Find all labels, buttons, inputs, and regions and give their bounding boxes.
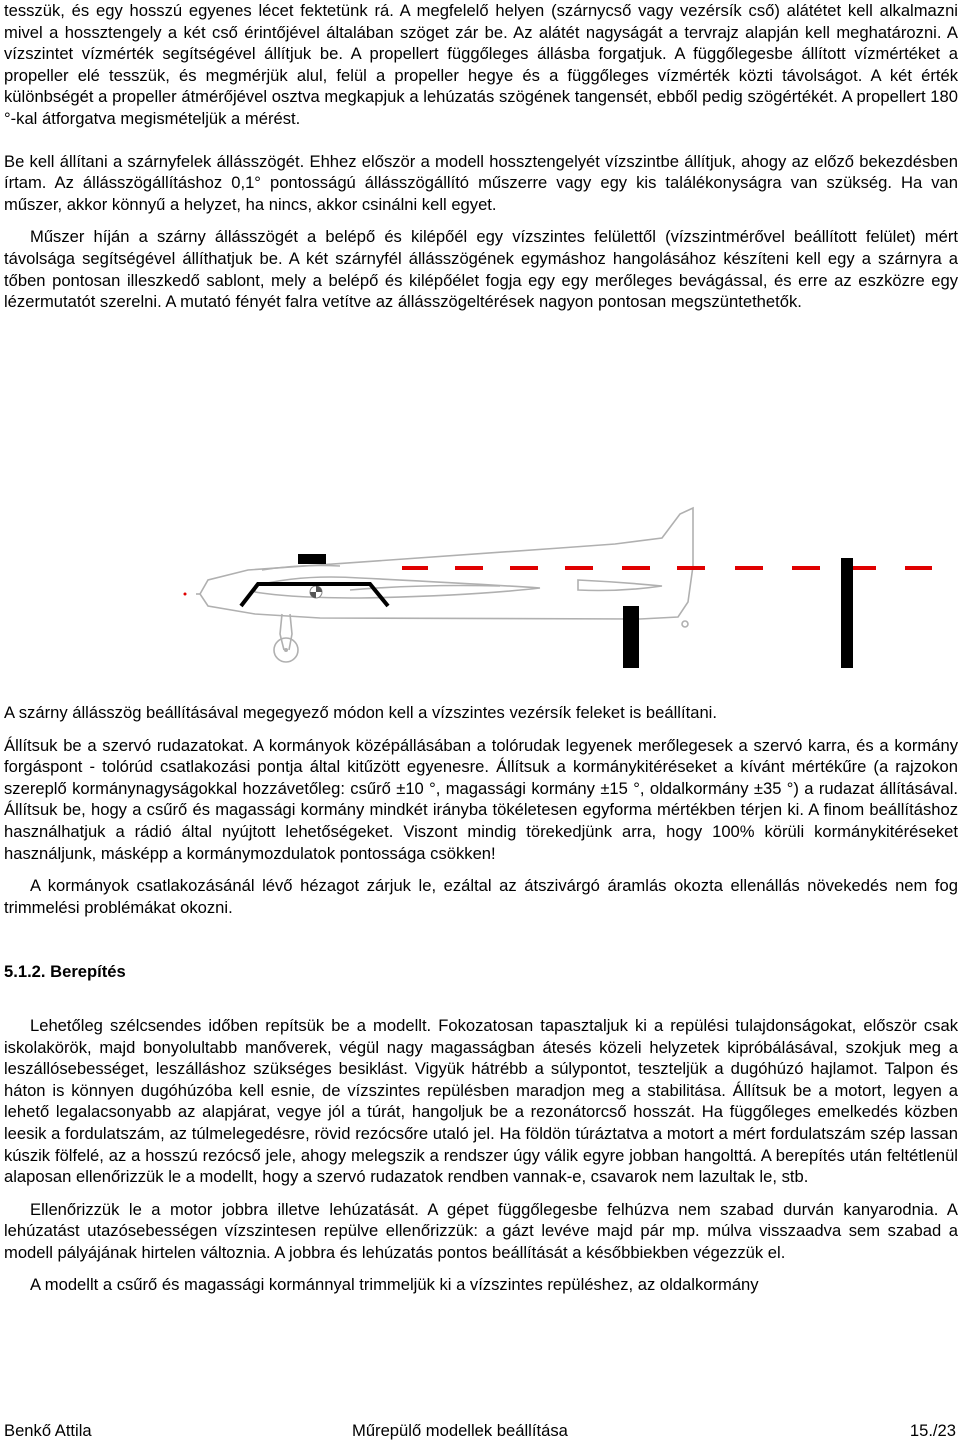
page-footer — [4, 1420, 956, 1442]
footer-author: Benkő Attila — [4, 1421, 92, 1440]
airplane-side-view-diagram — [0, 506, 960, 684]
page-content-lower — [4, 702, 958, 1296]
paragraph-thrust-line-check: Ellenőrizzük le a motor jobbra illetve lehúzatását. A gépet függőlegesbe felhúzva nem szabad durván kanyarodnia. A lehúzatást utazósebességen vízszintesen repülve ellenőrizzük: a gázt levéve majd pár mp. múlva visszaadva sem szabad a modell pályájának hirtelen változnia. A jobbra és lehúzatás pontos beállítását a későbbiekben végezzük el. — [4, 1199, 958, 1262]
paragraph-hinge-gap: A kormányok csatlakozásánál lévő hézagot zárjuk le, ezáltal az átszivárgó áramlás okozta ellenállás növekedés nem fog trimmelési problémákat okozni. — [4, 876, 958, 917]
paragraph-wing-incidence: Be kell állítani a szárnyfelek állásszögét. Ehhez először a modell hossztengelyét vízszintbe állítjuk, ahogy az előző bekezdésben írtam. Az állásszögállításhoz 0,1° pontosságú állásszögállító műszerre vagy egy kis találékonyságra van szükség. Ha van műszer, akkor könnyű a helyzet, ha nincs, akkor csinálni kell egyet. — [4, 151, 958, 214]
section-heading: 5.1.2. Berepítés — [4, 962, 126, 982]
paragraph-instrumentless-method: Műszer híján a szárny állásszögét a belépő és kilépőél egy vízszintes felülettől (vízszintmérővel beállított felület) mért távolsága segítségével állíthatjuk be. A két szárnyfél állásszögének egymáshoz hangolásához készíteni kell egy a szárnyra a tőben pontosan illeszkedő sablont, mely a belépő és kilépőélet fogja egy egy merőleges bevágással, és erre az eszközre egy lézermutatót szerelni. A mutató fényét falra vetítve az állásszögeltérések nagyon pontosan megszüntethetők. — [4, 227, 958, 312]
paragraph-servo-linkage: Állítsuk be a szervó rudazatokat. A kormányok középállásában a tolórudak legyenek merőlegesek a szervó karra, és a kormány forgáspont - tolórúd csatlakozási pontja által kitűzött egyenesre. Állítsuk a kormánykitéréseket a kívánt mértékűre (a rajzokon szereplő kormánynagyságokkal hozzávetőleg: csűrő ±10 °, magassági kormány ±15 °, oldalkormány ±35 °) a rudazat állításával. Állítsuk be, hogy a csűrő és magassági kormány mindkét irányba tökéletesen egyforma mértékben térjen ki. A finom beállításhoz használhatjuk a rádió által nyújtott lehetőségeket. Viszont mindig törekedjünk arra, hogy 100% körüli kormánykitéréseket használjunk, másképp a kormánymozdulatok pontossága csökken! — [4, 735, 958, 863]
footer-title: Műrepülő modellek beállítása — [352, 1421, 568, 1440]
paragraph-stabilizer: A szárny állásszög beállításával megegyező módon kell a vízszintes vezérsík feleket is beállítani. — [4, 703, 717, 722]
paragraph-test-flight: Lehetőleg szélcsendes időben repítsük be a modellt. Fokozatosan tapasztaljuk ki a repülési tulajdonságokat, először csak iskolakörök, majd bonyolultabb manőverek, végül nagy magasságban átesés közeli helyzetek kipróbálásával, szokjuk meg a leszállósebességet, leszálláshoz szükséges besiklást. Vigyük hátrébb a súlypontot, teszteljük a dugóhúzó hajlamot. Talpon és háton is könnyen dugóhúzóba kell esnie, de vízszintes repülésben maradjon meg a stabilitása. Állítsuk be a motort, legyen a lehető legalacsonyabb az alapjárat, vegye jól a túrát, hangoljuk be a rezonátorcső hosszát. Ha függőleges emelkedés közben leesik a fordulatszám, az túlmelegedésre, rövid rezócsőre utaló jel. Ha földön túráztatva a motort a mért fordulatszám szép lassan kúszik fölfelé, az a hosszú rezócső jele, ahogy melegszik a rendszer úgy válik egyre jobban hangolttá. A berepítés után feltétlenül alaposan ellenőrizzük le a modellt, hogy a szervó rudazatok rendben vannak-e, csavarok nem lazultak le, stb. — [4, 1015, 958, 1187]
paragraph-trim: A modellt a csűrő és magassági kormánnyal trimmeljük ki a vízszintes repüléshez, az oldalkormány — [30, 1275, 759, 1295]
footer-page-number: 15./23 — [909, 1421, 956, 1440]
paragraph-intro: tesszük, és egy hosszú egyenes lécet fektetünk rá. A megfelelő helyen (szárnycső vagy vezérsík cső) alátétet kell alkalmazni mivel a hossztengely a két cső érintőjével általában szöget zár be. Az alátét nagyságát a tervrajz alapján kell meghatározni. A vízszintet vízmérték segítségével állítjuk be. A propellert függőleges állásba forgatjuk. A függőlegesbe állított vízmértéket a propeller elé tesszük, és megmérjük alul, felül a propeller hegye és a függőleges vízmérték közti távolságot. A két érték különbségét a propeller átmérőjével osztva megkapjuk a lehúzatás szögének tangensét, ebből pedig szögértékét. A propellert 180 °-kal átforgatva megismételjük a mérést. — [4, 1, 958, 128]
page-content — [4, 0, 958, 313]
